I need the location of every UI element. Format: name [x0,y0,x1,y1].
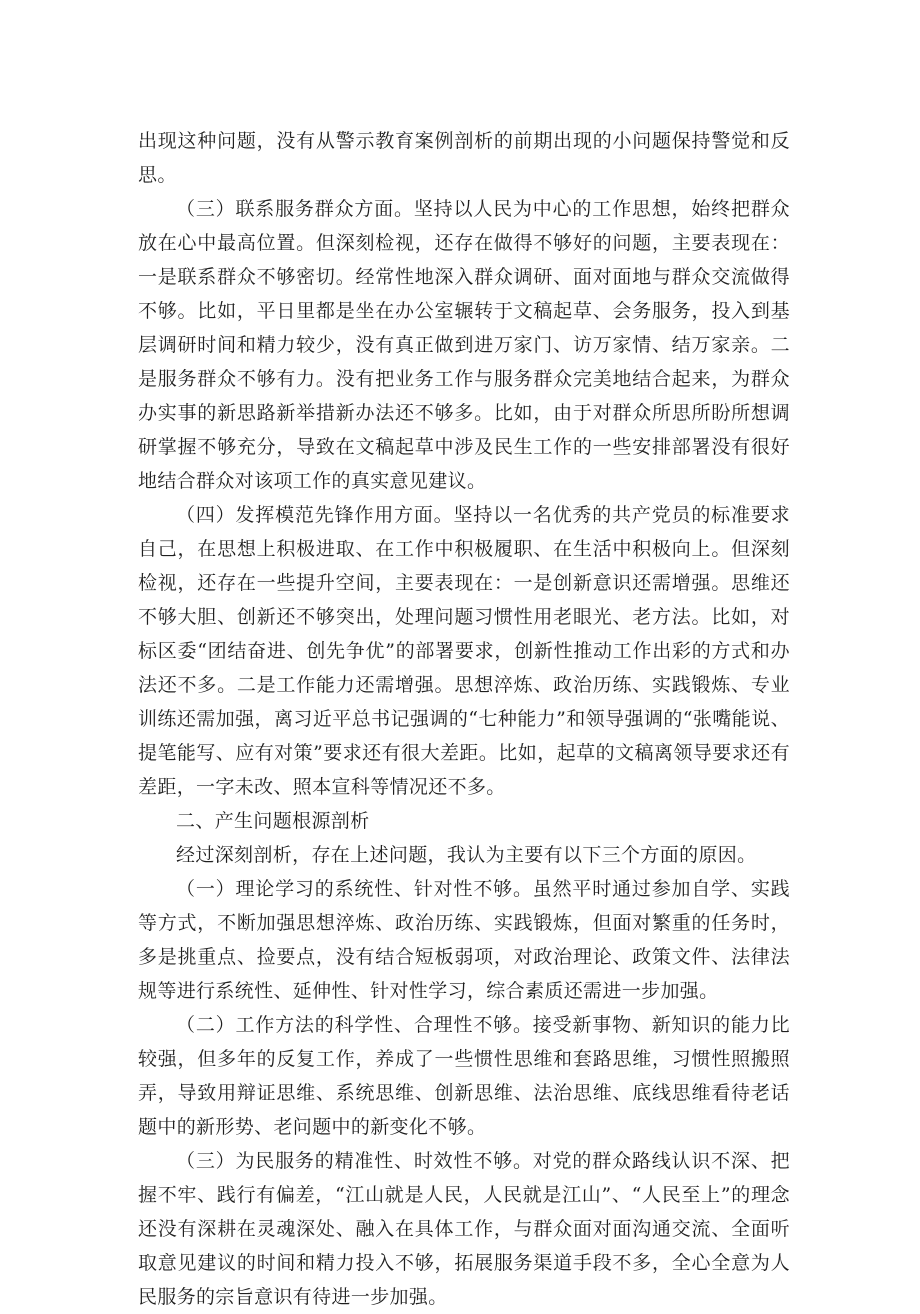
document-page [138,124,790,1314]
paragraph-contact-service-masses: （三）联系服务群众方面。坚持以人民为中心的工作思想，始终把群众放在心中最高位置。但深刻检视，还存在做得不够好的问题，主要表现在：一是联系群众不够密切。经常性地深入群众调研、面对面地与群众交流做得不够。比如，平日里都是坐在办公室辗转于文稿起草、会务服务，投入到基层调研时间和精力较少，没有真正做到进万家门、访万家情、结万家亲。二是服务群众不够有力。没有把业务工作与服务群众完美地结合起来，为群众办实事的新思路新举措新办法还不够多。比如，由于对群众所思所盼所想调研掌握不够充分，导致在文稿起草中涉及民生工作的一些安排部署没有很好地结合群众对该项工作的真实意见建议。 [138,198,790,492]
paragraph-analysis-intro: 经过深刻剖析，存在上述问题，我认为主要有以下三个方面的原因。 [176,844,757,866]
paragraph-theory-study: （一）理论学习的系统性、针对性不够。虽然平时通过参加自学、实践等方式，不断加强思想淬炼、政治历练、实践锻炼，但面对繁重的任务时，多是挑重点、捡要点，没有结合短板弱项，对政治理论、政策文件、法律法规等进行系统性、延伸性、针对性学习，综合素质还需进一步加强。 [138,878,790,1002]
paragraph-continuation: 出现这种问题，没有从警示教育案例剖析的前期出现的小问题保持警觉和反思。 [138,130,790,186]
paragraph-serving-people: （三）为民服务的精准性、时效性不够。对党的群众路线认识不深、把握不牢、践行有偏差，“江山就是人民，人民就是江山”、“人民至上”的理念还没有深耕在灵魂深处、融入在具体工作，与群众面对面沟通交流、全面听取意见建议的时间和精力投入不够，拓展服务渠道手段不多，全心全意为人民服务的宗旨意识有待进一步加强。 [138,1150,790,1308]
paragraph-exemplary-vanguard-role: （四）发挥模范先锋作用方面。坚持以一名优秀的共产党员的标准要求自己，在思想上积极进取、在工作中积极履职、在生活中积极向上。但深刻检视，还存在一些提升空间，主要表现在：一是创新意识还需增强。思维还不够大胆、创新还不够突出，处理问题习惯性用老眼光、老方法。比如，对标区委“团结奋进、创先争优”的部署要求，创新性推动工作出彩的方式和办法还不多。二是工作能力还需增强。思想淬炼、政治历练、实践锻炼、专业训练还需加强，离习近平总书记强调的“七种能力”和领导强调的“张嘴能说、提笔能写、应有对策”要求还有很大差距。比如，起草的文稿离领导要求还有差距，一字未改、照本宣科等情况还不多。 [138,504,790,798]
section-heading-root-cause-analysis: 二、产生问题根源剖析 [176,810,370,832]
paragraph-work-methods: （二）工作方法的科学性、合理性不够。接受新事物、新知识的能力比较强，但多年的反复工作，养成了一些惯性思维和套路思维，习惯性照搬照弄，导致用辩证思维、系统思维、创新思维、法治思维、底线思维看待老话题中的新形势、老问题中的新变化不够。 [138,1014,790,1138]
